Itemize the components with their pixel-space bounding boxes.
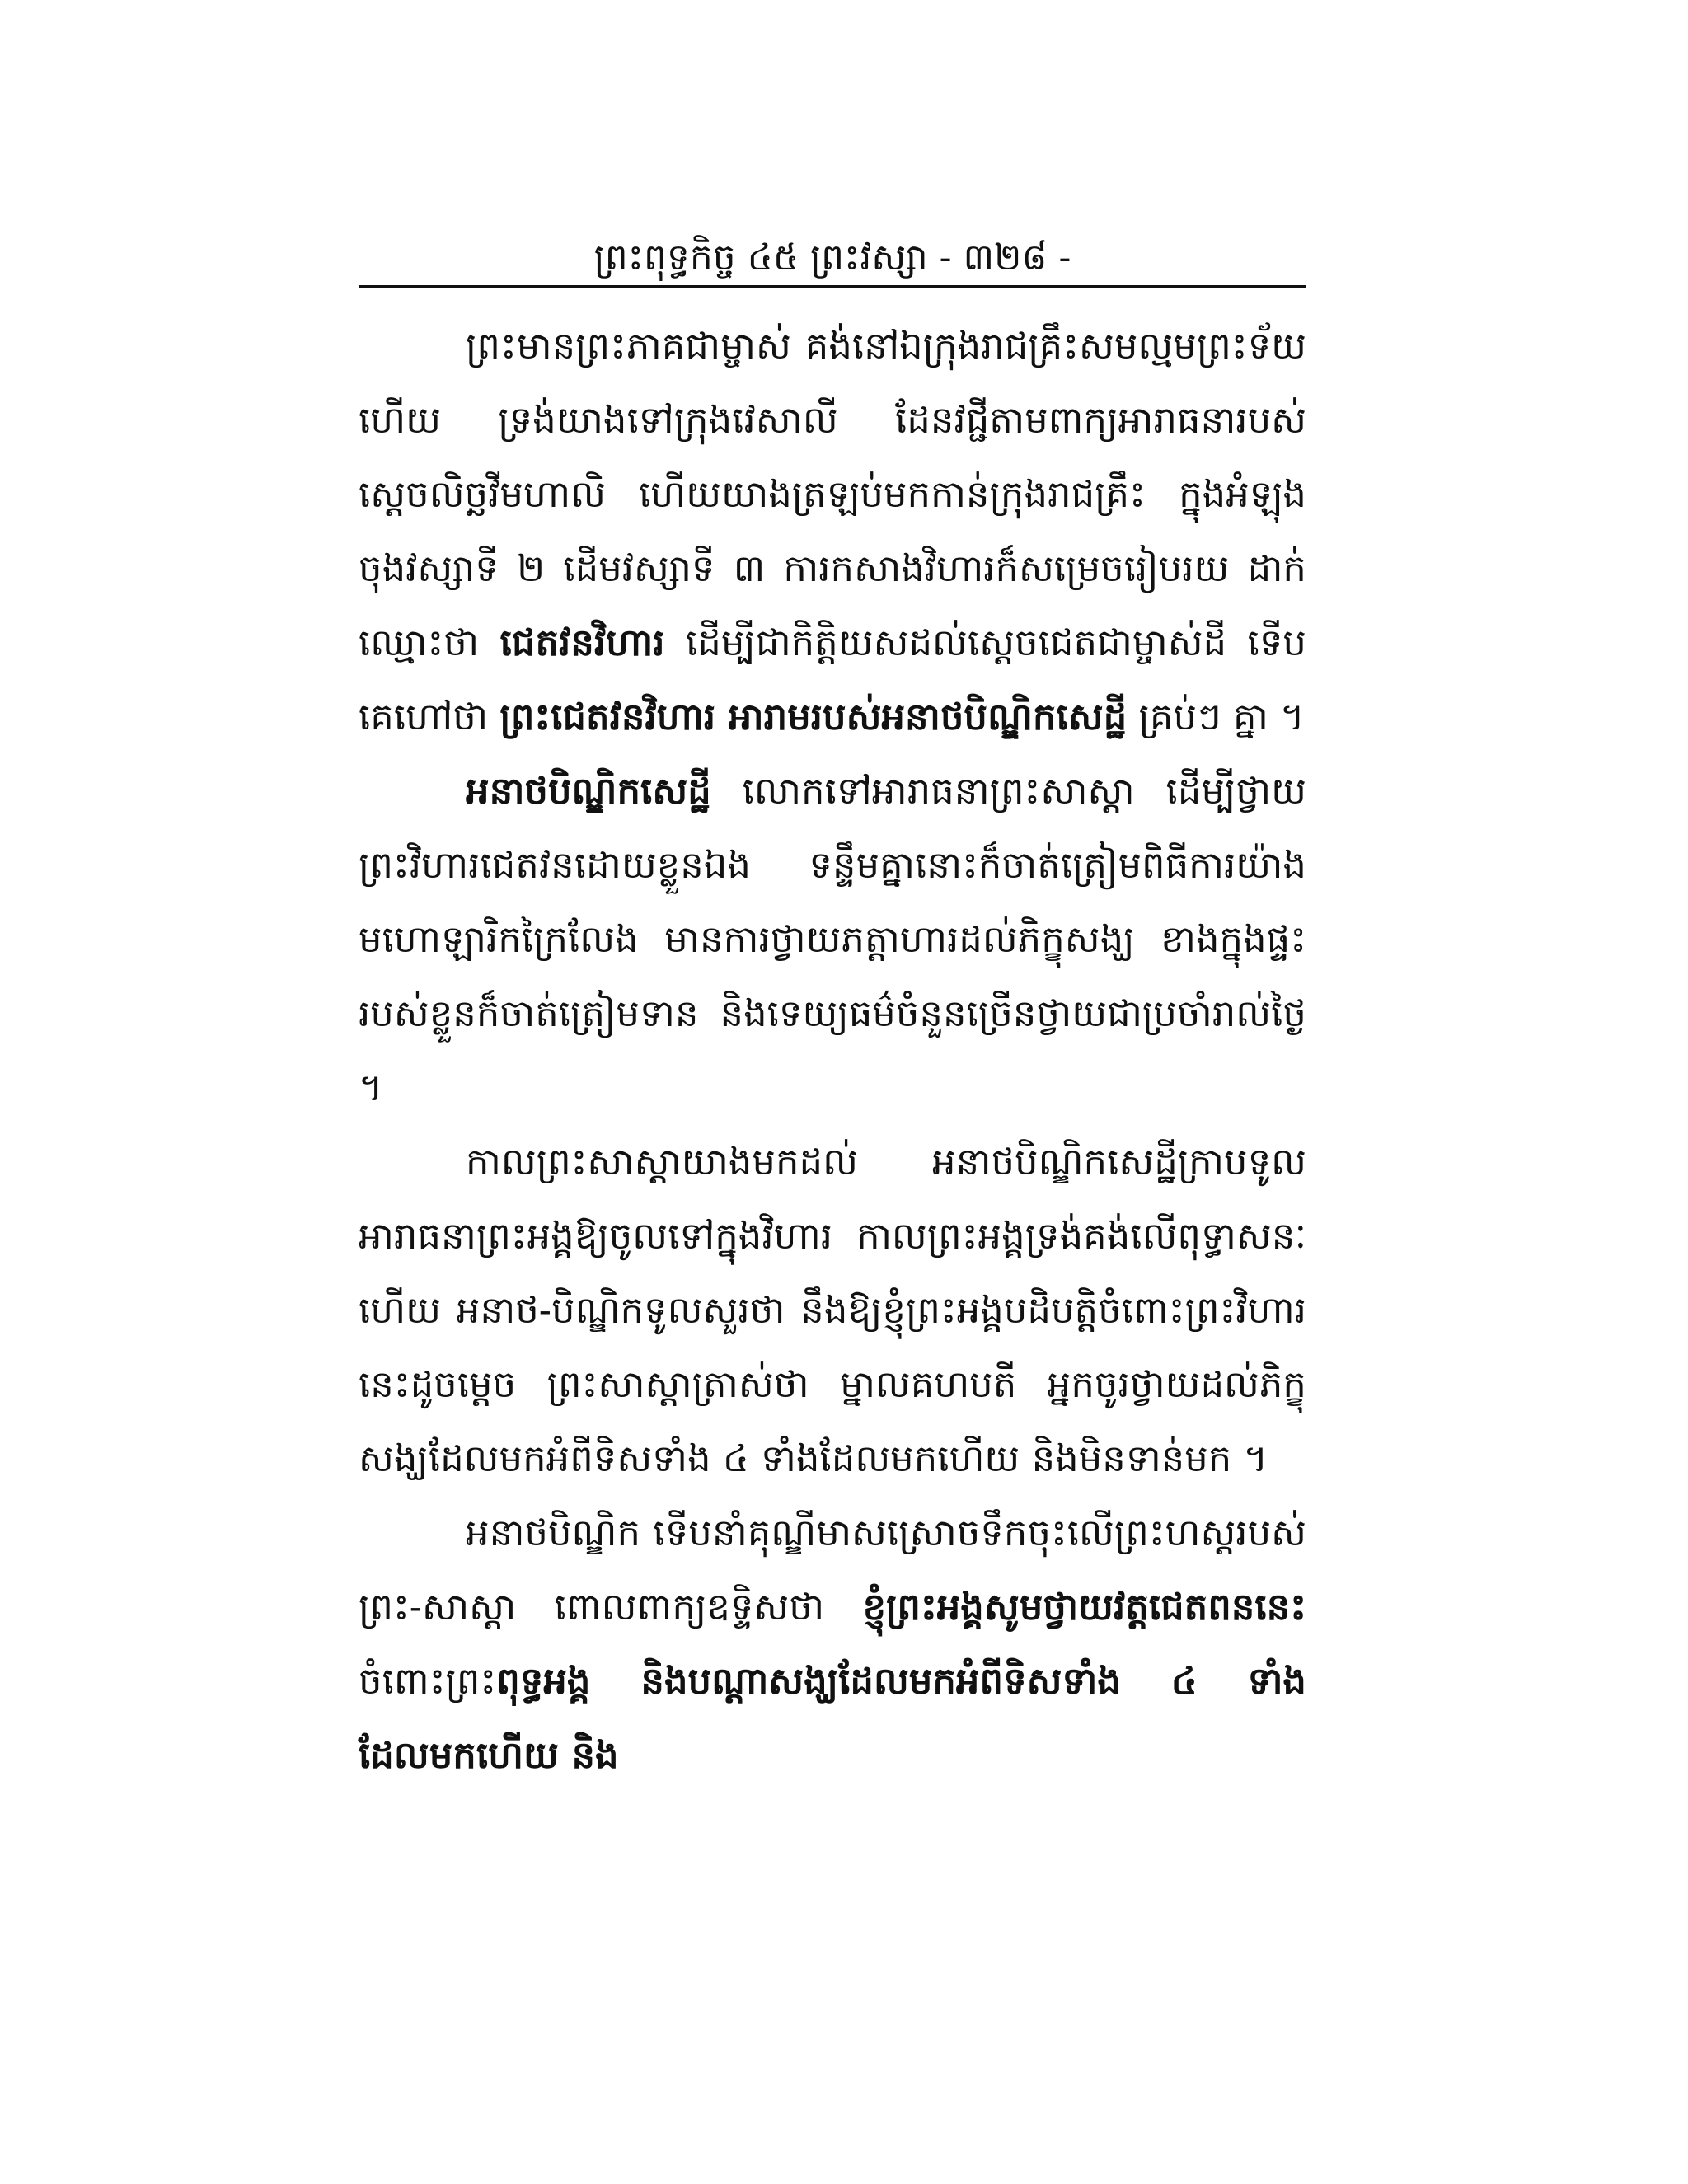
paragraph-segment-bold: ខ្ញុំព្រះអង្គសូមថ្វាយវត្តជេតពននេះ [862, 1585, 1306, 1629]
paragraph-2 [359, 754, 1306, 1125]
running-header: ព្រះពុទ្ធកិច្ច ៤៥ ព្រះវស្សា - ៣២៨ - [593, 237, 1071, 279]
body-text [359, 309, 1306, 1793]
paragraph-segment-bold: ជេតវនវិហារ [499, 621, 665, 664]
paragraph-segment: ព្រះមានព្រះភាគជាម្ចាស់ គង់នៅឯក្រុងរាជគ្រឹះសមល្មមព្រះទ័យហើយ ទ្រង់យាងទៅក្រុងវេសាលី ដែនវជ្ជីតាមពាក្យអារាធនារបស់ស្តេចលិច្ឆវីមហាលិ ហើយយាងត្រឡប់មកកាន់ក្រុងរាជគ្រឹះ ក្នុងអំឡុងចុងវស្សាទី ២ ដើមវស្សាទី ៣ ការកសាងវិហារក៏សម្រេចរៀបរយ ដាក់ឈ្មោះថា [359, 324, 1306, 664]
paragraph-segment: អនាថបិណ្ឌិក ទើបនាំគុណ្ឌីមាសស្រោចទឹកចុះលើព្រះហស្តរបស់ព្រះ-សាស្តា ពោលពាក្យឧទ្ទិសថា [359, 1511, 1306, 1629]
paragraph-1 [359, 309, 1306, 754]
paragraph-segment: ចំពោះព្រះ [359, 1659, 497, 1703]
paragraph-segment-bold: អនាថបិណ្ឌិកសេដ្ឋី [466, 769, 711, 813]
paragraph-segment-bold: ព្រះជេតវនវិហារ អារាមរបស់អនាថបិណ្ឌិកសេដ្ឋី [499, 695, 1128, 738]
paragraph-segment: ដើម្បីជាកិត្តិយសដល់ស្តេចជេតជាម្ចាស់ដី ទើបគេហៅថា [359, 621, 1306, 738]
paragraph-3 [359, 1125, 1306, 1496]
paragraph-segment: លោកទៅអារាធនាព្រះសាស្តា ដើម្បីថ្វាយព្រះវិហារជេតវនដោយខ្លួនឯង ទន្ទឹមគ្នានោះក៏ចាត់ត្រៀមពិធីការយ៉ាងមហោឡារិកក្រៃលែង មានការថ្វាយភត្តាហារដល់ភិក្ខុសង្ឃ ខាងក្នុងផ្ទះរបស់ខ្លួនក៏ចាត់ត្រៀមទាន និងទេយ្យធម៌ចំនួនច្រើនថ្វាយជាប្រចាំរាល់ថ្ងៃ ។ [359, 769, 1306, 1109]
paragraph-segment: គ្រប់ៗ គ្នា ។ [1127, 695, 1305, 738]
paragraph-segment: កាលព្រះសាស្តាយាងមកដល់ អនាថបិណ្ឌិកសេដ្ឋីក្រាបទូលអារាធនាព្រះអង្គឱ្យចូលទៅក្នុងវិហារ កាលព្រះអង្គទ្រង់គង់លើពុទ្ធាសនៈហើយ អនាថ-បិណ្ឌិកទូលសួរថា នឹងឱ្យខ្ញុំព្រះអង្គបដិបត្តិចំពោះព្រះវិហារនេះដូចម្តេច ព្រះសាស្តាត្រាស់ថា ម្នាលគហបតី អ្នកចូរថ្វាយដល់ភិក្ខុសង្ឃដែលមកអំពីទិសទាំង ៤ ទាំងដែលមកហើយ និងមិនទាន់មក ។ [359, 1140, 1306, 1480]
header-divider [359, 285, 1306, 288]
paragraph-4 [359, 1496, 1306, 1793]
paragraph-segment-bold: ពុទ្ធអង្គ និងបណ្តាសង្ឃដែលមកអំពីទិសទាំង ៤ ទាំងដែលមកហើយ និង [359, 1659, 1306, 1777]
